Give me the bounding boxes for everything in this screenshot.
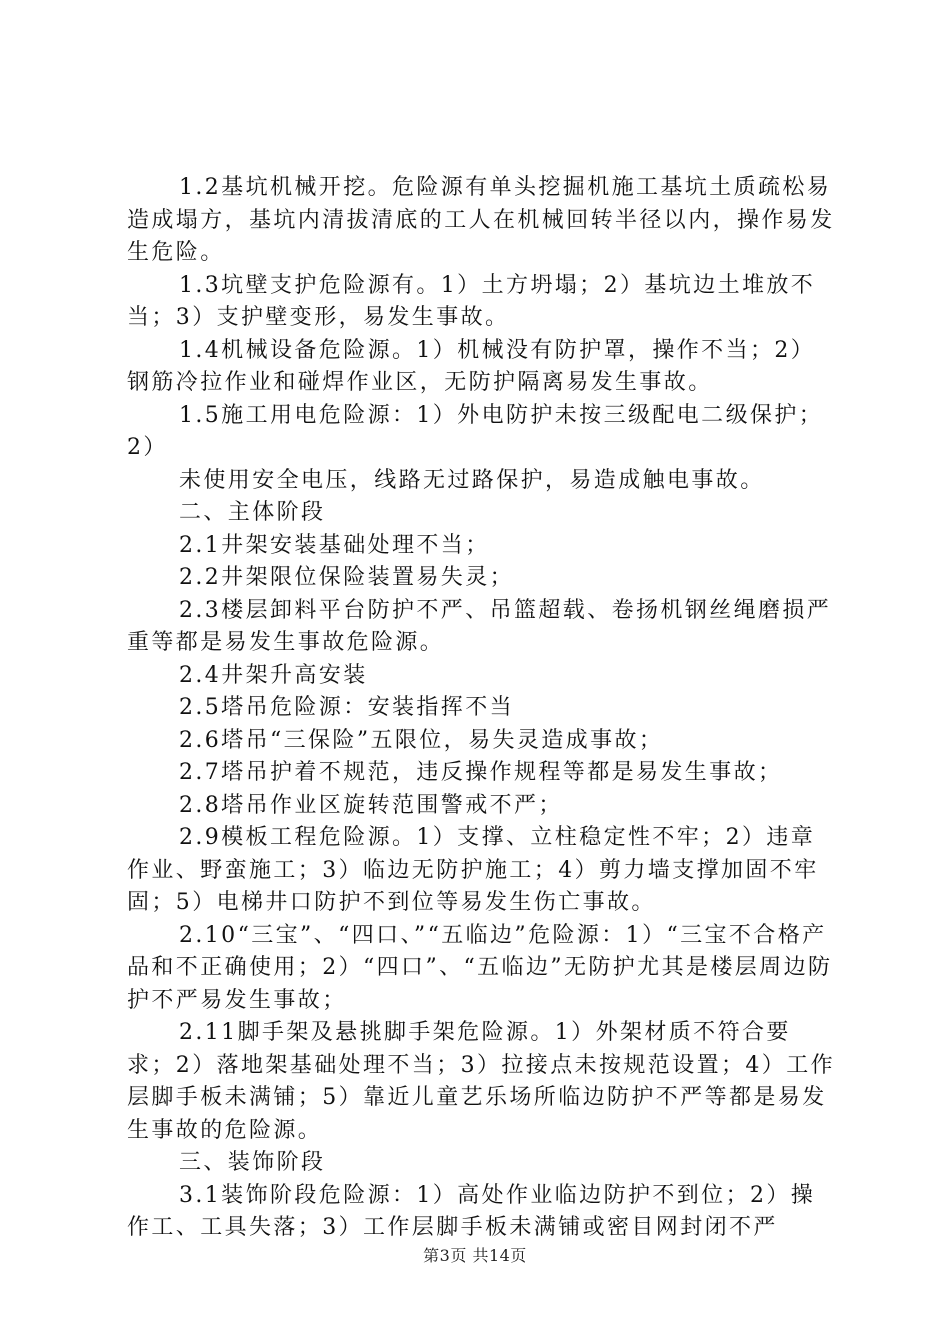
page-footer: 第3页 共14页 <box>423 1246 527 1265</box>
paragraph-1-5-continued: 未使用安全电压，线路无过路保护，易造成触电事故。 <box>179 467 765 493</box>
paragraph-1-2: 1.2基坑机械开挖。危险源有单头挖掘机施工基坑土质疏松易造成塌方，基坑内清拔清底的工人在机械回转半径以内，操作易发生危险。 <box>127 175 835 265</box>
paragraph-2-8: 2.8塔吊作业区旋转范围警戒不严； <box>179 792 563 818</box>
paragraph-1-3: 1.3坑壁支护危险源有。1）土方坍塌；2）基坑边土堆放不当；3）支护壁变形，易发生事故。 <box>127 272 816 330</box>
paragraph-2-10: 2.10“三宝”、“四口、”“五临边”危险源：1）“三宝不合格产品和不正确使用；2）“四口”、“五临边”无防护尤其是楼层周边防护不严易发生事故； <box>127 922 833 1013</box>
paragraph-1-5: 1.5施工用电危险源：1）外电防护未按三级配电二级保护；2） <box>127 402 824 460</box>
paragraph-3-1: 3.1装饰阶段危险源：1）高处作业临边防护不到位；2）操作工、工具失落；3）工作层脚手板未满铺或密目网封闭不严 <box>127 1182 816 1240</box>
paragraph-2-4: 2.4井架升高安装 <box>179 662 368 688</box>
paragraph-2-3: 2.3楼层卸料平台防护不严、吊篮超载、卷扬机钢丝绳磨损严重等都是易发生事故危险源。 <box>127 597 832 655</box>
section-heading-decoration-stage: 三、装饰阶段 <box>179 1150 326 1175</box>
paragraph-2-6: 2.6塔吊“三保险”五限位，易失灵造成事故； <box>179 727 664 753</box>
document-body <box>127 172 839 1245</box>
paragraph-2-2: 2.2井架限位保险装置易失灵； <box>179 565 514 590</box>
paragraph-2-11: 2.11脚手架及悬挑脚手架危险源。1）外架材质不符合要求；2）落地架基础处理不当；3）拉接点未按规范设置；4）工作层脚手板未满铺；5）靠近儿童艺乐场所临边防护不严等都是易发生事故的危险源。 <box>127 1020 835 1143</box>
paragraph-2-9: 2.9模板工程危险源。1）支撑、立柱稳定性不牢；2）违章作业、野蛮施工；3）临边无防护施工；4）剪力墙支撑加固不牢固；5）电梯井口防护不到位等易发生伤亡事故。 <box>127 825 819 915</box>
section-heading-main-stage: 二、主体阶段 <box>179 500 326 525</box>
paragraph-2-1: 2.1井架安装基础处理不当； <box>179 532 490 558</box>
paragraph-2-5: 2.5塔吊危险源：安装指挥不当 <box>179 695 514 720</box>
paragraph-1-4: 1.4机械设备危险源。1）机械没有防护罩，操作不当；2）钢筋冷拉作业和碰焊作业区，无防护隔离易发生事故。 <box>127 337 816 395</box>
paragraph-2-7: 2.7塔吊护着不规范，违反操作规程等都是易发生事故； <box>179 760 783 785</box>
